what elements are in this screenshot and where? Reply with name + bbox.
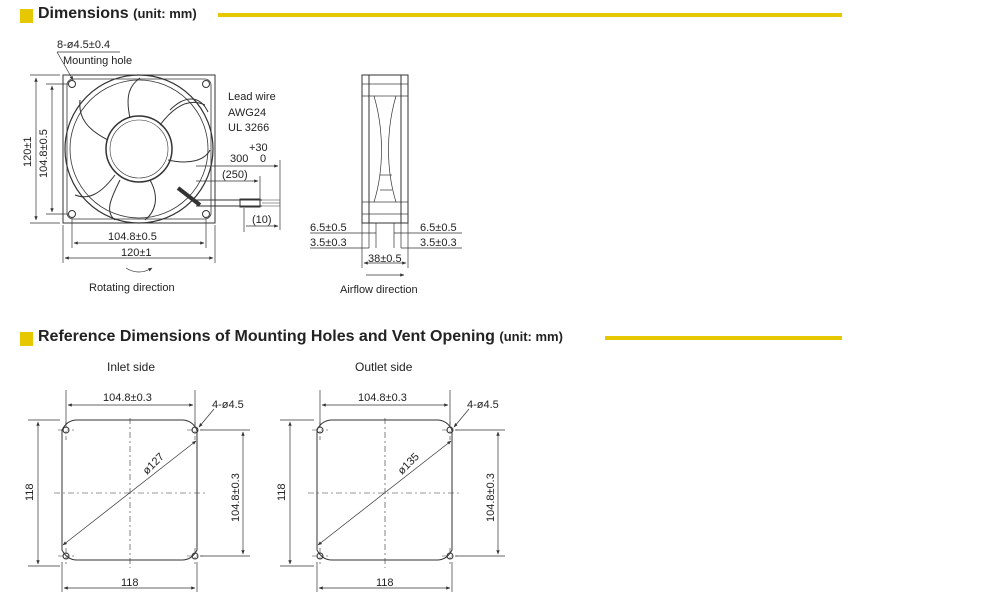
section-unit: (unit: mm) [499,329,563,344]
side-view-labels [310,222,457,296]
fan-opening [65,75,213,223]
height-120: 120±1 [22,136,34,167]
outlet-vent-outline [317,420,452,560]
ul-label: UL 3266 [228,122,270,134]
awg-label: AWG24 [228,107,267,119]
inlet-bottom-dim: 118 [121,577,139,589]
rotating-direction-label: Rotating direction [89,282,175,294]
lead-wire-label: Lead wire [228,91,276,103]
outlet-labels [276,360,499,589]
length-tolerance-plus: +30 [249,142,268,154]
side-dim-3-5-right: 3.5±0.3 [420,237,457,249]
inlet-left-dim: 118 [24,483,36,501]
side-dim-3-5-left: 3.5±0.3 [310,237,347,249]
front-view-labels [22,39,276,294]
airflow-direction-label: Airflow direction [340,284,418,296]
outlet-side-dim: 104.8±0.3 [485,473,497,522]
width-104-8: 104.8±0.5 [108,231,157,243]
inlet-top-dim: 104.8±0.3 [103,392,152,404]
outlet-top-dim: 104.8±0.3 [358,392,407,404]
section-title-text: Reference Dimensions of Mounting Holes and Vent Opening [38,328,495,345]
outlet-holes-spec: 4-ø4.5 [467,399,499,411]
height-104-8: 104.8±0.5 [38,129,50,178]
inlet-vent-outline [62,420,197,560]
inlet-diameter: ø127 [140,450,167,478]
inlet-side-caption: Inlet side [107,360,156,374]
mounting-hole-label: Mounting hole [63,55,133,67]
width-120: 120±1 [121,247,152,259]
length-tolerance-zero: 0 [260,153,267,165]
length-250: (250) [222,169,248,181]
outlet-bottom-dim: 118 [376,577,394,589]
outlet-side-drawing [280,390,505,592]
side-dim-6-5-right: 6.5±0.5 [420,222,457,234]
inlet-labels [24,360,244,589]
inlet-side-dim: 104.8±0.3 [230,473,242,522]
outlet-diameter: ø135 [395,450,422,478]
length-300: 300 [230,153,249,165]
outlet-left-dim: 118 [276,483,288,501]
outlet-side-caption: Outlet side [355,360,413,374]
section-title-text: Dimensions [38,5,129,22]
section-unit: (unit: mm) [133,6,197,21]
inlet-side-drawing [28,390,250,592]
length-10: (10) [252,214,272,226]
inlet-holes-spec: 4-ø4.5 [212,399,244,411]
side-dim-6-5-left: 6.5±0.5 [310,222,347,234]
side-dim-38: 38±0.5 [368,253,402,265]
fan-hub [106,116,172,182]
lead-wire [178,188,280,207]
mounting-hole-spec: 8-ø4.5±0.4 [57,39,111,51]
